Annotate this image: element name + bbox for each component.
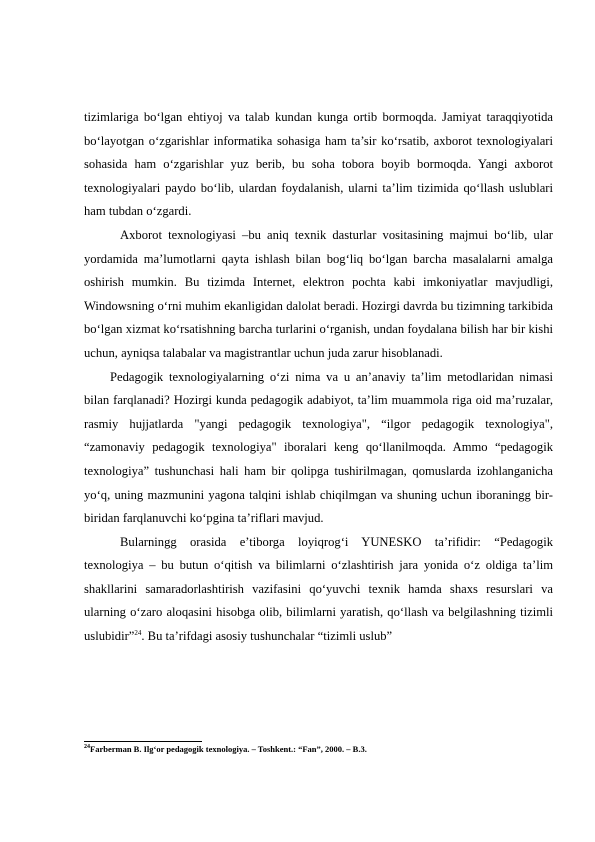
paragraph-4-tail: . Bu ta’rifdagi asosiy tushunchalar “tizimli uslub”: [141, 629, 393, 644]
document-body: [84, 106, 553, 649]
paragraph-4-text: Bularningg orasida e’tiborga loyiqrog‘i YUNESKO ta’rifidir: “Pedagogik texnologiya – bu butun o‘qitish va bilimlarni o‘zlashtirish jara yonida o‘z oldiga ta’lim shakllarini samaradorlashtirish vazifasini qo‘yuvchi texnik hamda shaxs resurslari va ularning o‘zaro aloqasini hisobga olib, bilimlarni yaratish, qo‘llash va belgilashning tizimli uslubidir”: [84, 534, 553, 644]
footnote: [84, 743, 553, 755]
paragraph-1: tizimlariga bo‘lgan ehtiyoj va talab kundan kunga ortib bormoqda. Jamiyat taraqqiyotida bo‘layotgan o‘zgarishlar informatika sohasiga ham ta’sir ko‘rsatib, axborot texnologiyalari sohasida ham o‘zgarishlar yuz berib, bu soha tobora boyib bormoqda. Yangi axborot texnologiyalari paydo bo‘lib, ulardan foydalanish, ularni ta’lim tizimida qo‘llash uslublari ham tubdan o‘zgardi.: [84, 110, 553, 219]
footnote-reference[interactable]: 24: [134, 628, 142, 637]
footnote-divider: [84, 741, 202, 742]
footnote-mark: 24: [84, 744, 90, 751]
footnote-text: Farberman B. Ilg‘or pedagogik texnologiya. – Toshkent.: “Fan”, 2000. – B.3.: [90, 744, 367, 754]
paragraph-3: Pedagogik texnologiyalarning o‘zi nima va u an’anaviy ta’lim metodlaridan nimasi bilan farqlanadi? Hozirgi kunda pedagogik adabiyot, ta’lim muammola riga oid ma’ruzalar, rasmiy hujjatlarda "yangi pedagogik texnologiya", “ilgor pedagogik texnologiya", “zamonaviy pedagogik texnologiya" iboralari keng qo‘llanilmoqda. Ammo “pedagogik texnologiya” tushunchasi hali ham bir qolipga tushirilmagan, qomuslarda izohlanganicha yo‘q, uning mazmunini yagona talqini ishlab chiqilmgan va shuning uchun iboraningg bir-biridan farqlanuvchi ko‘pgina ta’riflari mavjud.: [84, 369, 553, 526]
paragraph-2: Axborot texnologiyasi –bu aniq texnik dasturlar vositasining majmui bo‘lib, ular yordamida ma’lumotlarni qayta ishlash bilan bog‘liq bo‘lgan barcha masalalarni amalga oshirish mumkin. Bu tizimda Internet, elektron pochta kabi imkoniyatlar mavjudligi, Windowsning o‘rni muhim ekanligidan dalolat beradi. Hozirgi davrda bu tizimning tarkibida bo‘lgan xizmat ko‘rsatishning barcha turlarini o‘rganish, undan foydalana bilish har bir kishi uchun, ayniqsa talabalar va magistrantlar uchun juda zarur hisoblanadi.: [84, 227, 553, 360]
paragraph-4: [84, 531, 553, 649]
